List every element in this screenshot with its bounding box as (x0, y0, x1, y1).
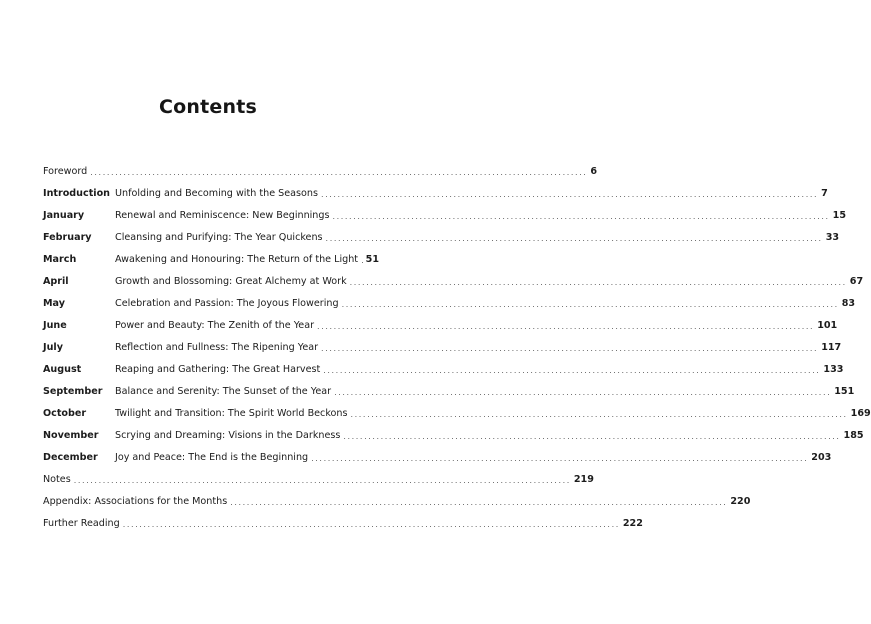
toc-entry-title: Reflection and Fullness: The Ripening Year (115, 341, 319, 353)
toc-entry-december[interactable] (43, 446, 832, 468)
toc-entry-title: Unfolding and Becoming with the Seasons (115, 187, 318, 199)
dot-leader: ........................................................................................................................ (323, 365, 821, 375)
toc-entry-title: Balance and Serenity: The Sunset of the Year (115, 385, 332, 397)
toc-page-number: 67 (849, 275, 864, 287)
toc-entry-month: September (43, 385, 103, 397)
toc-entry-title: Renewal and Reminiscence: New Beginnings (115, 209, 330, 221)
dot-leader: ........................................................................................................................ (122, 519, 620, 529)
toc-entry-title: Reaping and Gathering: The Great Harvest (115, 363, 321, 375)
toc-entry-month: June (43, 319, 67, 331)
toc-page-number: 222 (622, 517, 643, 529)
toc-entry-november[interactable] (43, 424, 864, 446)
table-of-contents (43, 160, 871, 534)
toc-entry-month: December (43, 451, 98, 463)
toc-entry-june[interactable] (43, 314, 838, 336)
dot-leader: ........................................................................................................................ (230, 497, 728, 507)
toc-page-number: 203 (811, 451, 832, 463)
toc-entry-label: Appendix: Associations for the Months (43, 495, 228, 507)
toc-entry-month: November (43, 429, 99, 441)
toc-entry-month: April (43, 275, 69, 287)
toc-page-number: 133 (823, 363, 844, 375)
toc-entry-march[interactable] (43, 248, 379, 270)
toc-entry-title: Celebration and Passion: The Joyous Flowering (115, 297, 339, 309)
toc-entry-january[interactable] (43, 204, 846, 226)
toc-page-number: 33 (825, 231, 840, 243)
toc-entry-title: Growth and Blossoming: Great Alchemy at Work (115, 275, 347, 287)
dot-leader: ........................................................................................................................ (317, 321, 815, 331)
dot-leader: ........................................................................................................................ (334, 387, 832, 397)
toc-page-number: 101 (817, 319, 838, 331)
toc-entry-title: Power and Beauty: The Zenith of the Year (115, 319, 315, 331)
toc-entry-label: Further Reading (43, 517, 120, 529)
toc-entry-september[interactable] (43, 380, 855, 402)
dot-leader: ........................................................................................................................ (325, 233, 823, 243)
dot-leader: ........................................................................................................................ (349, 277, 847, 287)
dot-leader: ........................................................................................................................ (343, 431, 841, 441)
toc-page-number: 117 (821, 341, 842, 353)
toc-entry-title: Joy and Peace: The End is the Beginning (115, 451, 309, 463)
toc-entry-further-reading[interactable] (43, 512, 643, 534)
toc-entry-month: October (43, 407, 87, 419)
toc-page-number: 83 (841, 297, 856, 309)
toc-entry-label: Foreword (43, 165, 88, 177)
toc-entry-foreword[interactable] (43, 160, 598, 182)
toc-page-number: 151 (834, 385, 855, 397)
toc-entry-introduction[interactable] (43, 182, 828, 204)
toc-entry-october[interactable] (43, 402, 871, 424)
toc-page-number: 185 (843, 429, 864, 441)
toc-page-number: 220 (730, 495, 751, 507)
toc-page-number: 169 (850, 407, 871, 419)
toc-entry-notes[interactable] (43, 468, 594, 490)
toc-entry-title: Cleansing and Purifying: The Year Quickens (115, 231, 323, 243)
toc-page-number: 15 (832, 209, 846, 221)
toc-page-number: 7 (821, 187, 828, 199)
toc-entry-august[interactable] (43, 358, 844, 380)
dot-leader: ........................................................................................................................ (321, 343, 819, 353)
dot-leader: ........................................................................................................................ (73, 475, 571, 485)
dot-leader: ........................................................................................................................ (90, 167, 588, 177)
toc-entry-july[interactable] (43, 336, 842, 358)
dot-leader: ........................................................................................................................ (350, 409, 848, 419)
page-title: Contents (158, 96, 257, 118)
toc-page-number: 6 (590, 165, 598, 177)
toc-entry-month: February (43, 231, 92, 243)
dot-leader: ........................................................................................................................ (332, 211, 830, 221)
toc-entry-title: Scrying and Dreaming: Visions in the Darkness (115, 429, 341, 441)
dot-leader: ........................................................................................................................ (320, 189, 819, 199)
toc-entry-appendix[interactable] (43, 490, 751, 512)
toc-entry-title: Twilight and Transition: The Spirit World Beckons (115, 407, 348, 419)
toc-entry-month: Introduction (43, 187, 110, 199)
toc-entry-month: January (43, 209, 85, 221)
toc-entry-april[interactable] (43, 270, 864, 292)
toc-entry-month: August (43, 363, 82, 375)
toc-entry-may[interactable] (43, 292, 856, 314)
toc-entry-title: Awakening and Honouring: The Return of the Light (115, 253, 359, 265)
dot-leader: ........................................................................................................................ (341, 299, 839, 309)
toc-page-number: 219 (573, 473, 594, 485)
toc-entry-february[interactable] (43, 226, 840, 248)
dot-leader: ........................................................................................................................ (311, 453, 809, 463)
toc-entry-month: March (43, 253, 77, 265)
toc-entry-month: July (43, 341, 63, 353)
toc-page-number: 51 (365, 253, 379, 265)
dot-leader (361, 256, 363, 265)
toc-entry-month: May (43, 297, 65, 309)
toc-entry-label: Notes (43, 473, 71, 485)
